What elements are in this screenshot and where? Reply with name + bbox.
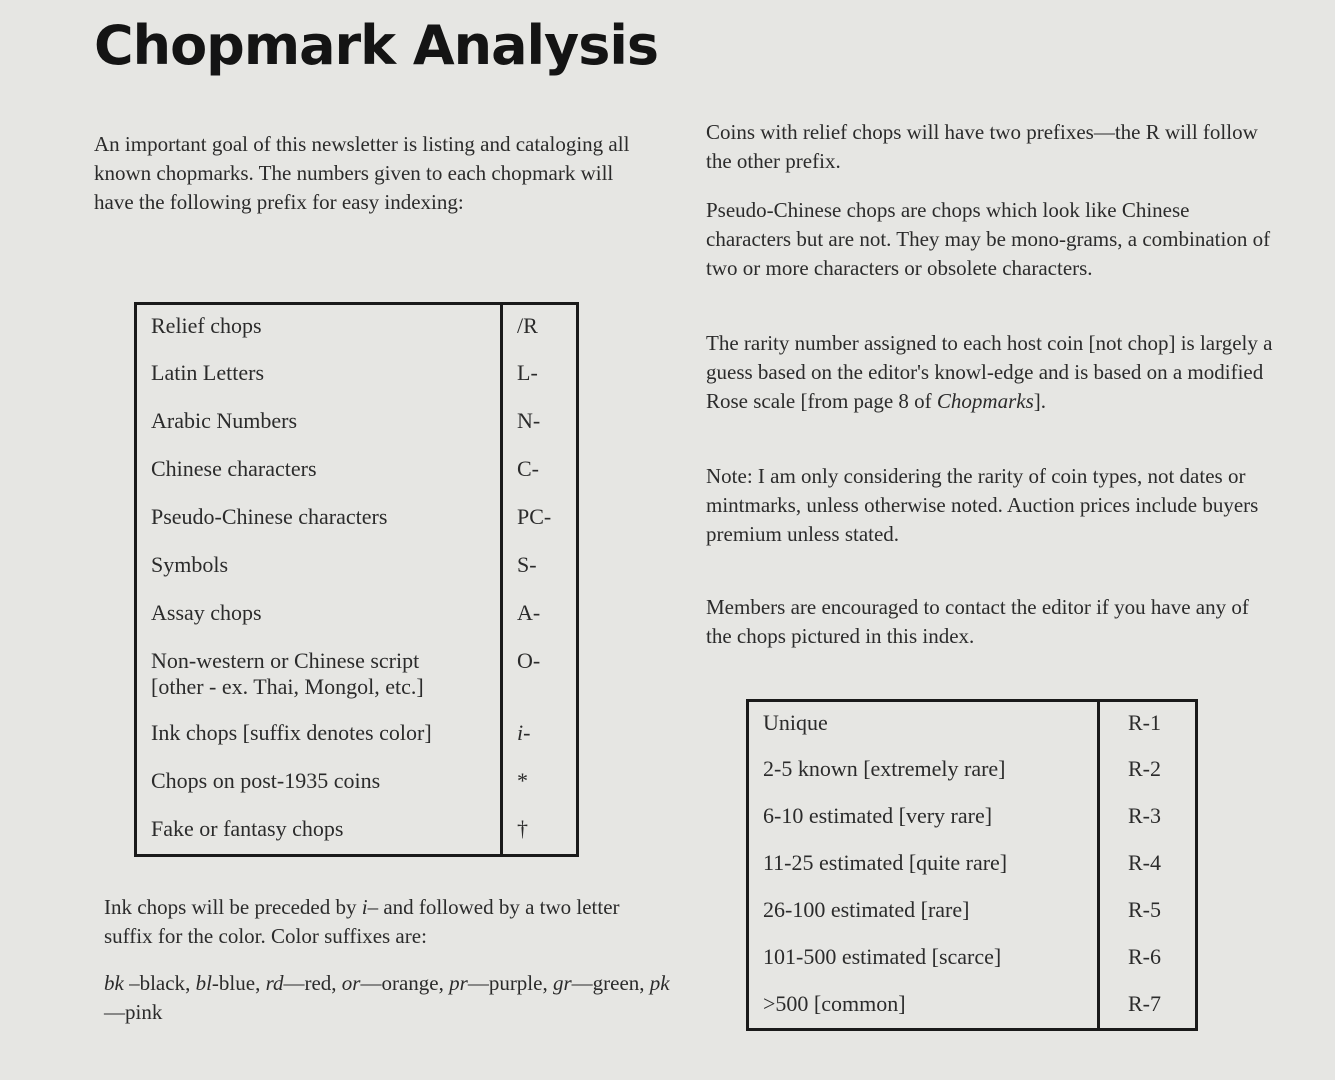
rarity-book-title: Chopmarks	[936, 389, 1034, 413]
table-row	[136, 352, 578, 400]
table-row	[136, 544, 578, 592]
prefix-label-cell	[136, 592, 502, 640]
color-sep: —	[571, 971, 593, 995]
rarity-code-cell	[1099, 842, 1197, 889]
rarity-label-cell	[748, 889, 1099, 936]
color-suffix-list: bk –black, bl-blue, rd—red, or—orange, pr—purple, gr—green, pk—pink	[104, 971, 670, 1024]
rarity-code-cell	[1099, 701, 1197, 748]
rarity-code: R-7	[1128, 990, 1161, 1016]
table-row	[748, 795, 1197, 842]
color-name: pink	[125, 1000, 163, 1024]
rarity-code: R-1	[1128, 710, 1161, 735]
color-name: blue	[218, 971, 256, 995]
prefix-label: Assay chops	[151, 599, 262, 625]
rarity-label: 101-500 estimated [scarce]	[763, 943, 1002, 969]
rarity-label: 2-5 known [extremely rare]	[763, 755, 1006, 781]
ink-note-paragraph	[104, 893, 664, 951]
prefix-code: S-	[517, 551, 537, 577]
prefix-code-cell	[502, 712, 578, 760]
prefix-code: L-	[517, 359, 538, 385]
rarity-code: R-6	[1128, 943, 1161, 969]
rarity-label-cell	[748, 983, 1099, 1030]
prefix-code-cell	[502, 760, 578, 808]
rarity-paragraph	[706, 329, 1276, 416]
prefix-code: PC-	[517, 503, 552, 529]
prefix-code-cell	[502, 496, 578, 544]
page-title: Chopmark Analysis	[94, 14, 659, 77]
color-name: black	[139, 971, 186, 995]
prefix-code-cell	[502, 352, 578, 400]
rarity-code: R-4	[1128, 849, 1161, 875]
color-sep: -	[211, 971, 219, 995]
rarity-code-cell	[1099, 748, 1197, 795]
color-sep: —	[104, 1000, 125, 1024]
rarity-label-cell	[748, 795, 1099, 842]
rarity-text-a: The rarity number assigned to each host coin [not chop] is largely a guess based on the editor's knowl-edge and is based on a modified Rose scale [from page 8 of	[706, 331, 1273, 413]
table-row	[748, 748, 1197, 795]
color-code: or	[341, 971, 361, 995]
prefix-code: N-	[517, 407, 541, 433]
color-name: red	[304, 971, 332, 995]
prefix-label-cell	[136, 808, 502, 856]
rarity-label-cell	[748, 842, 1099, 889]
prefix-label: Ink chops [suffix denotes color]	[151, 719, 432, 745]
prefix-code: O-	[517, 647, 541, 673]
pseudo-chinese-paragraph: Pseudo-Chinese chops are chops which look like Chinese characters but are not. They may be mono-grams, a combination of two or more characters or obsolete characters.	[706, 198, 1271, 280]
rarity-label: 26-100 estimated [rare]	[763, 896, 970, 922]
color-code: bl	[195, 971, 212, 995]
note-paragraph: Note: I am only considering the rarity of coin types, not dates or mintmarks, unless otherwise noted. Auction prices include buyers premium unless stated.	[706, 464, 1259, 546]
table-row	[136, 640, 578, 712]
rarity-code: R-5	[1128, 896, 1161, 922]
ink-note-text-a: Ink chops will be preceded by	[104, 895, 362, 919]
table-row	[136, 400, 578, 448]
rarity-code-cell	[1099, 983, 1197, 1030]
prefix-label: Non-western or Chinese script	[151, 647, 420, 673]
table-row	[748, 889, 1197, 936]
color-sep: –	[123, 971, 140, 995]
rarity-code-cell	[1099, 889, 1197, 936]
table-row	[136, 592, 578, 640]
color-sep: —	[283, 971, 305, 995]
table-row	[136, 808, 578, 856]
color-code: rd	[265, 971, 284, 995]
prefix-label-cell	[136, 712, 502, 760]
prefix-label: Fake or fantasy chops	[151, 815, 344, 841]
table-row	[136, 712, 578, 760]
table-row	[136, 448, 578, 496]
prefix-code: /R	[517, 313, 538, 338]
rarity-code-cell	[1099, 795, 1197, 842]
prefix-label: Latin Letters	[151, 359, 265, 385]
relief-paragraph: Coins with relief chops will have two prefixes—the R will follow the other prefix.	[706, 120, 1258, 173]
ink-note-text-b: and followed by a two letter suffix for the color. Color suffixes are:	[104, 895, 620, 948]
rarity-label-cell	[748, 701, 1099, 748]
intro-paragraph: An important goal of this newsletter is listing and cataloging all known chopmarks. The numbers given to each chopmark will have the following prefix for easy indexing:	[94, 132, 630, 214]
prefix-table-body	[136, 304, 578, 856]
prefix-code-cell	[502, 808, 578, 856]
prefix-code: *	[517, 767, 528, 793]
prefix-code-cell	[502, 544, 578, 592]
color-code: bk	[104, 971, 124, 995]
rarity-label: 11-25 estimated [quite rare]	[763, 849, 1008, 875]
rarity-code: R-3	[1128, 802, 1161, 828]
prefix-code: †	[517, 815, 528, 841]
ink-note-prefix: i–	[361, 895, 379, 919]
color-name: green	[592, 971, 640, 995]
prefix-label-cell	[136, 640, 502, 712]
table-row	[748, 842, 1197, 889]
rarity-label: >500 [common]	[763, 990, 906, 1016]
rarity-table-body	[748, 701, 1197, 1030]
prefix-code: C-	[517, 455, 539, 481]
prefix-label-cell	[136, 760, 502, 808]
prefix-label: Chinese characters	[151, 455, 317, 481]
prefix-label: Chops on post-1935 coins	[151, 767, 381, 793]
table-row	[748, 701, 1197, 748]
rarity-table	[746, 699, 1198, 1031]
prefix-label-cell	[136, 544, 502, 592]
rarity-label-cell	[748, 748, 1099, 795]
prefix-code-cell	[502, 304, 578, 352]
prefix-label: Pseudo-Chinese characters	[151, 503, 388, 529]
prefix-label-note: [other - ex. Thai, Mongol, etc.]	[151, 673, 424, 699]
prefix-label-cell	[136, 352, 502, 400]
table-row	[136, 304, 578, 352]
members-paragraph: Members are encouraged to contact the editor if you have any of the chops pictured in this index.	[706, 595, 1249, 648]
table-row	[748, 983, 1197, 1030]
color-name: purple	[488, 971, 543, 995]
prefix-table	[134, 302, 579, 857]
rarity-label-cell	[748, 936, 1099, 983]
table-row	[136, 760, 578, 808]
prefix-code-cell	[502, 448, 578, 496]
color-sep: —	[467, 971, 489, 995]
color-code: pr	[449, 971, 468, 995]
rarity-code-cell	[1099, 936, 1197, 983]
color-code: gr	[552, 971, 572, 995]
prefix-label: Symbols	[151, 551, 229, 577]
prefix-code-cell	[502, 592, 578, 640]
color-sep: —	[360, 971, 382, 995]
rarity-code: R-2	[1128, 755, 1161, 781]
table-row	[136, 496, 578, 544]
prefix-label-cell	[136, 496, 502, 544]
table-row	[748, 936, 1197, 983]
prefix-label: Arabic Numbers	[151, 407, 298, 433]
prefix-label-cell	[136, 304, 502, 352]
rarity-text-b: ].	[1033, 389, 1047, 413]
color-code: pk	[649, 971, 670, 995]
prefix-label: Relief chops	[151, 313, 262, 338]
rarity-label: Unique	[763, 710, 828, 735]
prefix-label-cell	[136, 400, 502, 448]
prefix-code: A-	[517, 599, 541, 625]
prefix-code-cell	[502, 400, 578, 448]
prefix-code: i-	[517, 719, 531, 745]
color-name: orange	[381, 971, 439, 995]
rarity-label: 6-10 estimated [very rare]	[763, 802, 993, 828]
prefix-label-cell	[136, 448, 502, 496]
prefix-code-cell	[502, 640, 578, 712]
